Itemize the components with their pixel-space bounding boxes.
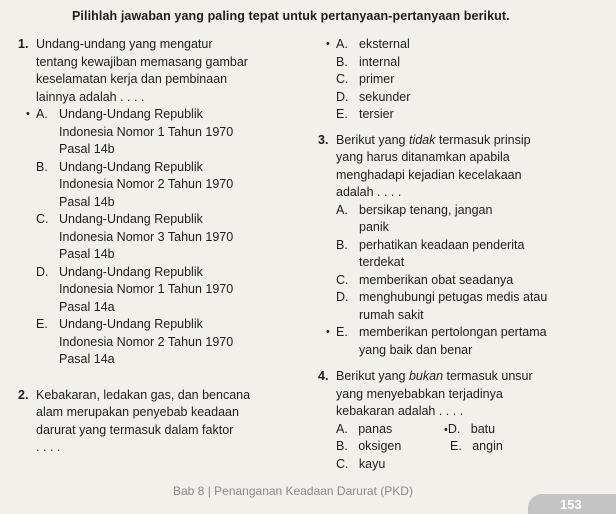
option-line: rumah sakit (359, 307, 424, 322)
option-line: Pasal 14b (59, 142, 115, 156)
option-a[interactable] (326, 36, 616, 54)
right-column (318, 36, 616, 473)
option-line: Indonesia Nomor 1 Tahun 1970 (59, 282, 234, 296)
option-line: Indonesia Nomor 2 Tahun 1970 (59, 177, 234, 191)
option-line: Indonesia Nomor 2 Tahun 1970 (59, 334, 234, 349)
question-stem-line: yang harus ditanamkan apabila (336, 150, 510, 164)
option-letter: E. (336, 325, 348, 339)
option-e[interactable] (36, 316, 298, 369)
option-text: batu (470, 421, 496, 436)
option-line: Pasal 14a (59, 299, 115, 314)
option-b[interactable] (336, 237, 616, 272)
option-c[interactable] (336, 71, 616, 89)
option-line: perhatikan keadaan penderita (359, 237, 525, 252)
option-c[interactable] (36, 211, 298, 264)
option-line: Undang-Undang Republik (59, 107, 203, 121)
answer-mark-dot: • (326, 326, 330, 338)
option-text: tersier (359, 107, 394, 121)
option-line: bersikap tenang, jangan (359, 202, 493, 217)
option-text: kayu (358, 456, 386, 471)
left-column (18, 36, 298, 457)
option-d[interactable] (444, 421, 495, 440)
stem-text: termasuk prinsip (435, 132, 531, 147)
question-stem-line: alam merupakan penyebab keadaan (36, 405, 239, 419)
option-text: primer (359, 72, 395, 86)
question-stem-line: yang menyebabkan terjadinya (336, 386, 503, 401)
option-line: Undang-Undang Republik (59, 212, 203, 226)
question-2-stem (18, 387, 298, 457)
question-stem-line: Kebakaran, ledakan gas, dan bencana (36, 387, 251, 402)
stem-emphasis: bukan (408, 369, 444, 383)
option-line: Pasal 14a (59, 352, 115, 366)
question-stem-line: keselamatan kerja dan pembinaan (36, 72, 228, 86)
option-line: menghubungi petugas medis atau (359, 290, 548, 304)
option-line: Pasal 14b (59, 247, 115, 261)
question-stem-line: adalah . . . . (336, 185, 402, 199)
option-line: terdekat (359, 255, 405, 269)
option-d[interactable] (336, 289, 616, 324)
option-text: angin (472, 439, 503, 453)
option-b[interactable] (36, 159, 298, 212)
option-letter: B. (336, 54, 348, 69)
option-c[interactable] (336, 456, 385, 474)
instruction-text: Pilihlah jawaban yang paling tepat untuk pertanyaan-pertanyaan berikut. (72, 9, 510, 23)
option-letter: A. (336, 37, 348, 51)
question-stem-line (336, 132, 616, 150)
option-letter: A. (36, 107, 48, 121)
question-1 (18, 36, 298, 369)
question-stem-line: kebakaran adalah . . . . (336, 404, 464, 418)
option-b[interactable] (336, 438, 401, 456)
option-text: eksternal (359, 37, 410, 51)
option-letter: E. (36, 317, 48, 331)
option-line: Undang-Undang Republik (59, 264, 203, 279)
question-stem-line: lainnya adalah . . . . (36, 89, 145, 104)
question-stem-line: menghadapi kejadian kecelakaan (336, 167, 522, 182)
question-3 (318, 132, 616, 360)
answer-mark-dot: • (326, 38, 330, 50)
option-letter: C. (36, 212, 49, 226)
question-stem-line: . . . . (36, 440, 61, 454)
option-text: sekunder (359, 89, 411, 104)
option-line: Indonesia Nomor 3 Tahun 1970 (59, 229, 234, 244)
option-letter: D. (36, 264, 49, 279)
option-row (336, 438, 616, 456)
option-c[interactable] (336, 272, 616, 290)
option-letter: A. (336, 421, 348, 436)
option-line: panik (359, 220, 389, 234)
option-e[interactable] (326, 324, 616, 359)
question-2-options (318, 36, 616, 124)
option-d[interactable] (36, 264, 298, 317)
option-a[interactable] (336, 202, 616, 237)
question-number: 2. (18, 387, 29, 402)
option-line: memberikan obat seadanya (359, 272, 514, 287)
question-number: 1. (18, 37, 29, 51)
option-letter: E. (450, 439, 462, 453)
option-letter: C. (336, 72, 349, 86)
option-text: oksigen (358, 439, 402, 453)
option-letter: C. (336, 272, 349, 287)
option-letter: D. (336, 89, 349, 104)
option-text: panas (358, 421, 393, 436)
question-stem-line (336, 368, 616, 386)
option-b[interactable] (336, 54, 616, 72)
question-stem-line: Undang-undang yang mengatur (36, 37, 213, 51)
option-letter: D. (447, 421, 461, 436)
page-number: 153 (560, 497, 582, 512)
option-a[interactable] (26, 106, 298, 159)
option-line: yang baik dan benar (359, 342, 473, 357)
option-line: memberikan pertolongan pertama (359, 325, 547, 339)
option-d[interactable] (336, 89, 616, 107)
option-row (336, 421, 616, 439)
chapter-footer: Bab 8 | Penanganan Keadaan Darurat (PKD) (173, 484, 413, 498)
option-a[interactable] (336, 421, 392, 439)
option-letter: C. (336, 456, 349, 471)
option-letter: A. (336, 202, 348, 217)
option-letter: B. (36, 159, 48, 174)
question-number: 4. (318, 369, 329, 383)
option-letter: E. (336, 107, 348, 121)
answer-mark-dot: • (444, 423, 448, 436)
option-e[interactable] (336, 106, 616, 124)
option-row (336, 456, 616, 474)
option-line: Pasal 14b (59, 194, 115, 209)
stem-text: termasuk unsur (443, 369, 533, 383)
option-line: Undang-Undang Republik (59, 159, 203, 174)
question-number: 3. (318, 132, 329, 147)
option-letter: B. (336, 439, 348, 453)
stem-text: Berikut yang (336, 369, 409, 383)
option-line: Indonesia Nomor 1 Tahun 1970 (59, 124, 234, 139)
question-4 (318, 368, 616, 473)
option-text: internal (359, 54, 400, 69)
stem-text: Berikut yang (336, 132, 409, 147)
answer-mark-dot: • (26, 108, 30, 120)
option-letter: B. (336, 237, 348, 252)
stem-emphasis: tidak (408, 132, 436, 147)
option-e[interactable] (450, 438, 503, 456)
option-line: Undang-Undang Republik (59, 317, 203, 331)
question-stem-line: darurat yang termasuk dalam faktor (36, 422, 234, 437)
question-stem-line: tentang kewajiban memasang gambar (36, 54, 248, 69)
option-letter: D. (336, 290, 349, 304)
